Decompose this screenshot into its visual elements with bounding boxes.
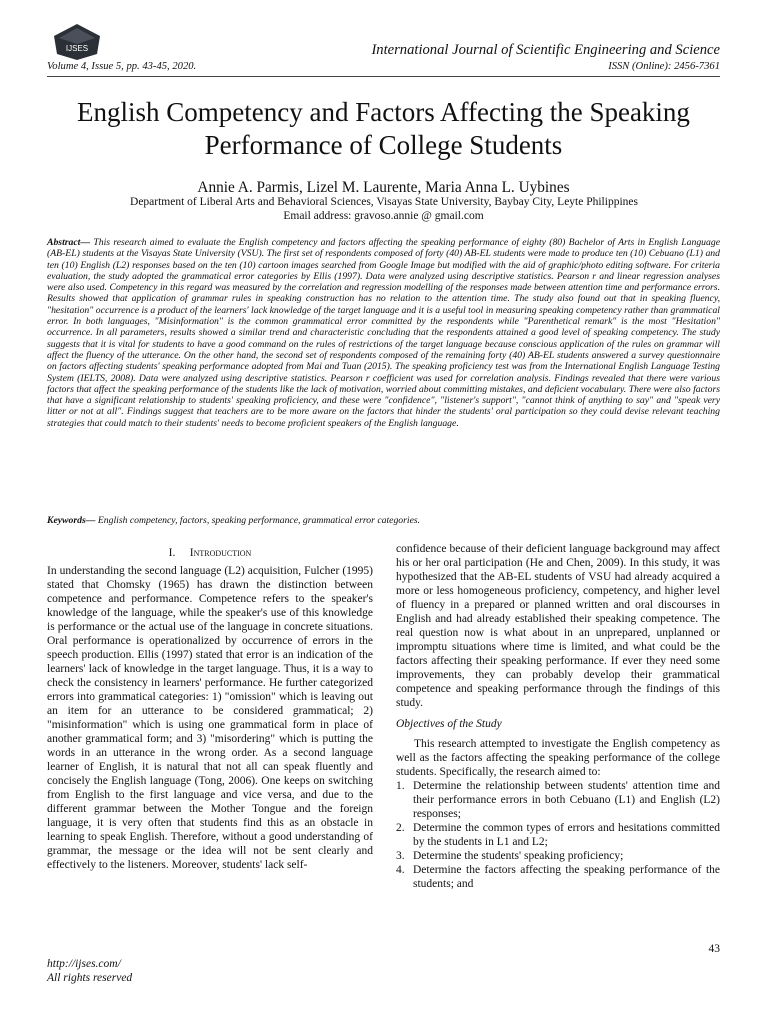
footer-url[interactable]: http://ijses.com/ bbox=[47, 958, 121, 970]
issn-info: ISSN (Online): 2456-7361 bbox=[608, 61, 720, 72]
keywords-label: Keywords— bbox=[47, 515, 96, 526]
header-divider bbox=[47, 76, 720, 77]
section-heading-introduction bbox=[47, 546, 373, 560]
section-title: Introduction bbox=[189, 547, 252, 559]
list-item: 4. Determine the factors affecting the speaking performance of the students; and bbox=[396, 864, 720, 890]
journal-name: International Journal of Scientific Engineering and Science bbox=[371, 42, 720, 58]
journal-logo bbox=[48, 22, 106, 62]
introduction-continuation: confidence because of their deficient language background may affect his or her oral participation (He and Chen, 2009). In this study, it was hypothesized that the AB-EL students of VSU had already acquired a more or less homogeneous proficiency, competency, and higher level of fluency in a prepared or planned written and oral discourses in English and had already established their speaking competence. The real question now is what about in an unprepared, unplanned or impromptu situations where time is limited, and what could be the factors affecting their speaking performance. If ever they need some improvements, they can probably develop their grammatical competence and speaking performance through the findings of this study. bbox=[396, 543, 720, 709]
introduction-paragraph: In understanding the second language (L2) acquisition, Fulcher (1995) stated that Chomsky (1965) has drawn the distinction between competence and performance. Competence refers to the speaker's knowledge of the language, while the speaker's use of this knowledge is performance or the actual use of the language in concrete situations. Oral performance is operationalized by occurrence of errors in the speech production. Ellis (1997) stated that error is an indication of the learners' lack of knowledge in the target language. Thus, it is a way to check the consistency in learners' performance. He further categorized errors into grammatical categories: 1) "omission" which is leaving out an item for an utterance to be considered grammatical; 2) "misinformation" which is using one grammatical form in place of another grammatical form; and 3) "misordering" which is putting the words in an utterance in the wrong order. As a second language learner of English, it is natural that not all can speak fluently and concisely the English language (Tong, 2006). One keeps on switching from English to the first language and vice versa, and due to the different grammar between the Mother Tongue and the foreign language, it is very often that students find this as an obstacle in learning to speak English. Therefore, without a good understanding of grammar, the message or the idea will not be sent clearly and effectively to the listeners. Moreover, students' lack self- bbox=[47, 565, 373, 871]
objectives-intro: This research attempted to investigate the English competency as well as the factors affecting the speaking performance of the college students. Specifically, the research aimed to: bbox=[396, 738, 720, 778]
objectives-heading: Objectives of the Study bbox=[396, 718, 502, 730]
left-column bbox=[47, 546, 373, 872]
list-item: 1. Determine the relationship between students' attention time and their performance errors in both Cebuano (L1) and English (L2) responses; bbox=[396, 780, 720, 820]
list-item: 2. Determine the common types of errors and hesitations committed by the students in L1 and L2; bbox=[396, 822, 720, 848]
objectives-list bbox=[396, 779, 720, 891]
right-column bbox=[396, 542, 720, 891]
author-email: Email address: gravoso.annie @ gmail.com bbox=[283, 210, 484, 222]
paper-authors: Annie A. Parmis, Lizel M. Laurente, Maria Anna L. Uybines bbox=[197, 179, 570, 196]
abstract bbox=[47, 237, 720, 429]
logo-text: IJSES bbox=[65, 44, 89, 53]
paper-title: English Competency and Factors Affecting the Speaking Performance of College Students bbox=[77, 97, 690, 160]
volume-info: Volume 4, Issue 5, pp. 43-45, 2020. bbox=[47, 61, 197, 72]
abstract-label: Abstract— bbox=[47, 237, 91, 248]
footer-rights: All rights reserved bbox=[47, 972, 133, 984]
keywords bbox=[47, 515, 720, 526]
abstract-text: This research aimed to evaluate the English competency and factors affecting the speaking performance of eighty (80) Bachelor of Arts in English Language (AB-EL) students at the Visayas State University (VSU). The first set of respondents composed of forty (40) AB-EL students were made to produce ten (10) Cebuano (L1) and ten (10) English (L2) responses based on the ten (10) cartoon images searched from Google Image but modified with the aid of graphic/photo editing software. For criteria evaluation, the study adopted the grammatical error categories by Ellis (1997). Data were analyzed using descriptive statistics. Pearson r and linear regression analyses were also used. Competency in this regard was measured by the correlation and regression modelling of the responses made between attention time and performance errors. Results showed that application of grammar rules in speaking construction has no relation to the attention time. The study also found out that in speaking fluency, "hesitation" occurrence is a product of the learners' lack knowledge of the target language and it is a useful tool in measuring speaking competency rather than grammatical error. In both languages, "Misinformation" is the common grammatical error committed by the respondents while "Parenthetical remark" is the most "Hesitation" occurrence. In all parameters, results showed a similar trend and characteristic concluding that the respondents attained a good level of speaking competency. The study suggests that it is vital for students to have a good command on the rules of restrictions of the target language because conscious application of the rules on grammar will affect the fluency of the utterance. On the other hand, the second set of respondents composed of the remaining forty (40) AB-EL students answered a survey questionnaire on factors affecting students' speaking performance adopted from Mai and Tuan (2015). The speaking proficiency test was from the International English Language Testing System (IELTS, 2008). Data were analyzed using descriptive statistics. Pearson r coefficient was used for correlation analysis. Findings revealed that there were various factors that affect the speaking performance of the students like the lack of motivation, worried about committing mistakes, and deficient vocabulary. There were also factors that have a significant relationship to students' speaking proficiency, and these were "confidence", "listener's support", "cannot think of anything to say" and "speak very litter or not at all". Findings suggest that teachers are to be more aware on the factors that hinder the students' oral participation so they could devise relevant teaching strategies that could match to their students' needs to become proficient speakers of the English language. bbox=[47, 237, 720, 429]
list-item: 3. Determine the students' speaking proficiency; bbox=[396, 850, 624, 862]
author-affiliation: Department of Liberal Arts and Behavioral Sciences, Visayas State University, Baybay City, Leyte Philippines bbox=[130, 196, 638, 208]
section-numeral: I. bbox=[168, 547, 176, 559]
keywords-text: English competency, factors, speaking performance, grammatical error categories. bbox=[95, 515, 421, 526]
page-number: 43 bbox=[708, 943, 720, 955]
